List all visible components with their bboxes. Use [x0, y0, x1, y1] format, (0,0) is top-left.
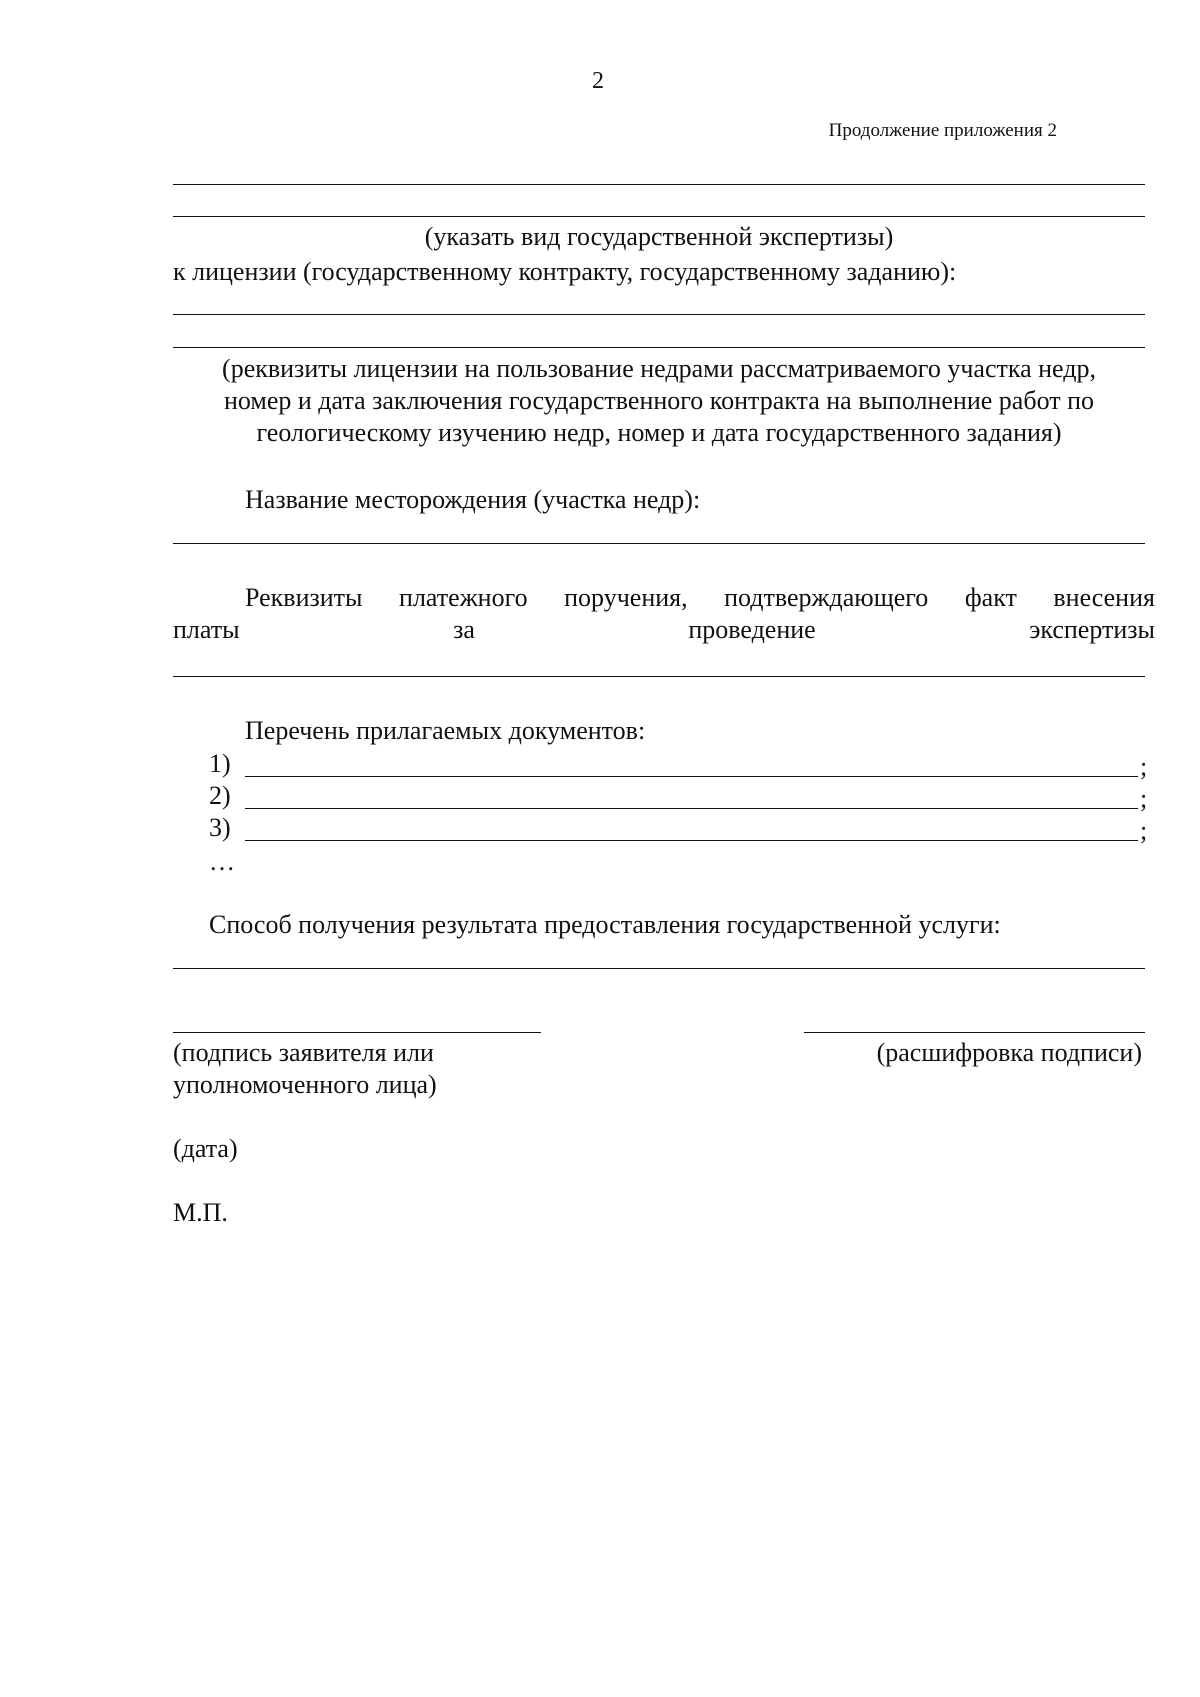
page-number: 2	[592, 68, 604, 94]
payment-word: экспертизы	[1029, 615, 1155, 644]
license-caption-line-2: номер и дата заключения государственного контракта на выполнение работ по	[223, 386, 1095, 415]
payment-word: Реквизиты	[245, 583, 363, 612]
signature-decoding-line[interactable]	[804, 1032, 1145, 1033]
document-number-1: 1)	[209, 749, 231, 778]
document-end-1: ;	[1140, 752, 1148, 781]
document-end-3: ;	[1140, 816, 1148, 845]
document-line-3[interactable]	[245, 840, 1138, 841]
license-caption-line-3: геологическому изучению недр, номер и дата государственного задания)	[256, 418, 1062, 447]
deposit-line[interactable]	[173, 543, 1145, 544]
document-line-2[interactable]	[245, 808, 1138, 809]
result-line[interactable]	[173, 968, 1145, 969]
document-number-3: 3)	[209, 813, 231, 842]
payment-text-line-1	[245, 583, 1155, 613]
deposit-label: Название месторождения (участка недр):	[245, 485, 701, 514]
license-line-2[interactable]	[173, 347, 1145, 348]
result-label: Способ получения результата предоставления государственной услуги:	[209, 910, 1001, 939]
expertise-line-1[interactable]	[173, 184, 1145, 185]
date-label: (дата)	[173, 1134, 238, 1163]
expertise-caption: (указать вид государственной экспертизы)	[424, 222, 894, 251]
signature-caption-line-1: (подпись заявителя или	[173, 1038, 434, 1067]
signature-line[interactable]	[173, 1032, 541, 1033]
payment-word: платы	[173, 615, 240, 644]
payment-text-line-2	[173, 615, 1155, 645]
license-label: к лицензии (государственному контракту, государственному заданию):	[173, 257, 957, 286]
expertise-line-2[interactable]	[173, 216, 1145, 217]
payment-word: проведение	[688, 615, 816, 644]
payment-word: внесения	[1053, 583, 1155, 612]
license-caption-line-1: (реквизиты лицензии на пользование недрами рассматриваемого участка недр,	[222, 354, 1096, 383]
signature-decoding-caption: (расшифровка подписи)	[876, 1038, 1142, 1067]
document-line-1[interactable]	[245, 776, 1138, 777]
documents-label: Перечень прилагаемых документов:	[245, 716, 646, 745]
payment-word: факт	[964, 583, 1017, 612]
payment-word: подтверждающего	[724, 583, 929, 612]
license-line-1[interactable]	[173, 314, 1145, 315]
payment-word: за	[453, 615, 475, 644]
header-note: Продолжение приложения 2	[828, 120, 1057, 141]
documents-ellipsis: …	[209, 847, 235, 876]
stamp-label: М.П.	[173, 1198, 228, 1227]
payment-word: платежного	[399, 583, 528, 612]
payment-line[interactable]	[173, 676, 1145, 677]
document-number-2: 2)	[209, 781, 231, 810]
document-end-2: ;	[1140, 784, 1148, 813]
payment-word: поручения,	[564, 583, 688, 612]
signature-caption-line-2: уполномоченного лица)	[173, 1070, 437, 1099]
